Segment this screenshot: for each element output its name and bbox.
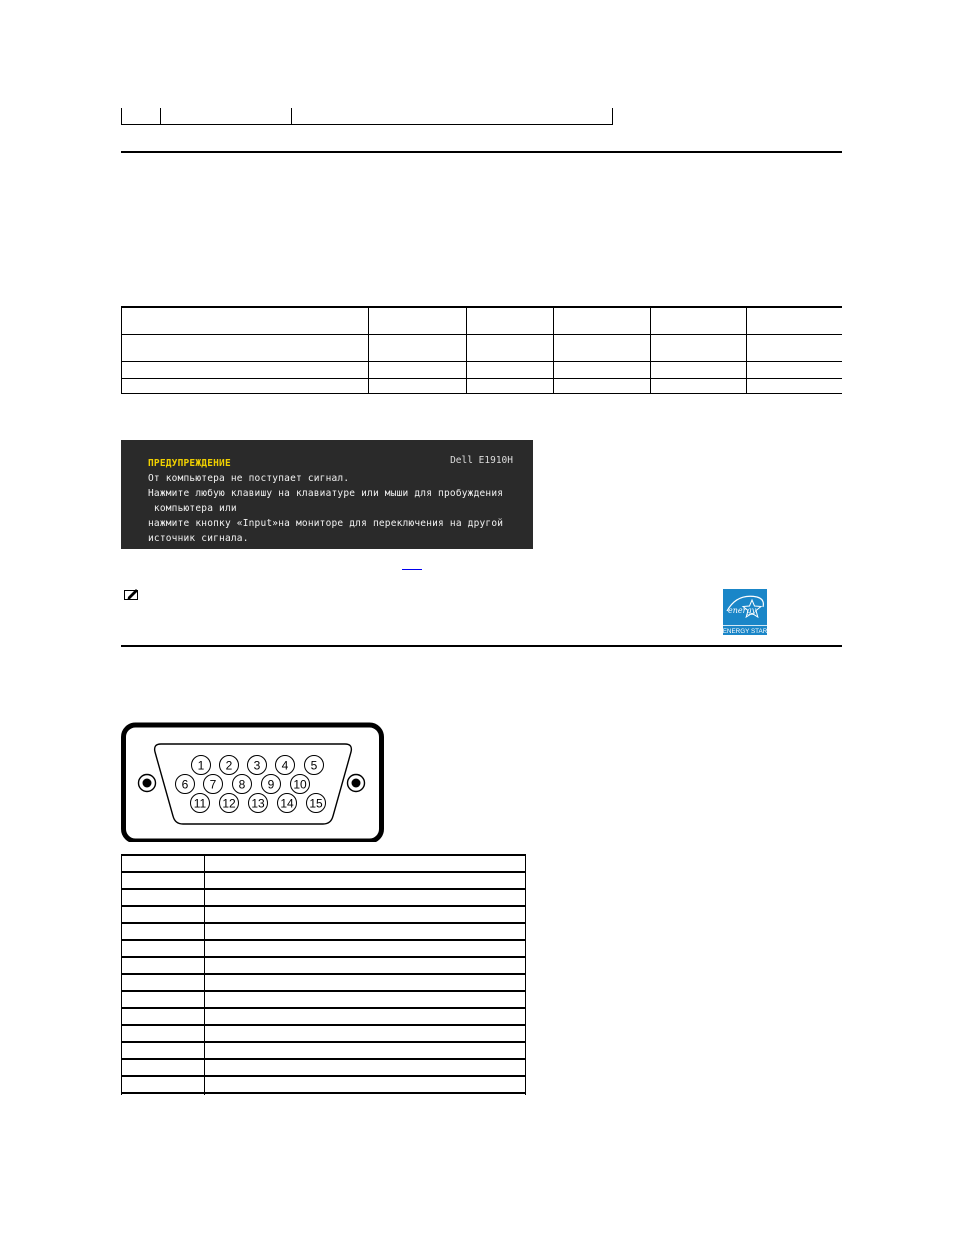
pin-label: 4 [281, 758, 289, 773]
nav-cell [161, 108, 292, 125]
table-row [122, 872, 526, 889]
pin-label: 10 [293, 777, 307, 792]
table-row [122, 906, 526, 923]
pin-label: 11 [193, 796, 207, 811]
table-row [122, 974, 526, 991]
table-row [122, 940, 526, 957]
pin-label: 1 [197, 758, 205, 773]
osd-line: От компьютера не поступает сигнал. [148, 473, 350, 484]
energy-star-label: ENERGY STAR [723, 628, 767, 635]
pin-label: 13 [251, 796, 265, 811]
table-row [122, 855, 526, 872]
table-header-cell [747, 307, 842, 334]
footnote-link[interactable] [402, 569, 422, 570]
table-row [122, 378, 843, 393]
vga-connector-diagram [121, 722, 385, 847]
table-row [122, 923, 526, 940]
power-modes-table [121, 306, 842, 394]
section-divider [121, 645, 842, 647]
pin-assignment-table [121, 854, 526, 1095]
osd-line: Нажмите любую клавишу на клавиатуре или мыши для пробуждения [148, 488, 504, 499]
pin-label: 7 [209, 777, 217, 792]
nav-cell [292, 108, 613, 125]
pin-label: 14 [280, 796, 294, 811]
table-header-cell [467, 307, 554, 334]
table-row [122, 1008, 526, 1025]
table-header-cell [553, 307, 651, 334]
table-header-cell [122, 307, 369, 334]
osd-warning-image [121, 440, 533, 549]
table-row [122, 1076, 526, 1093]
table-row [122, 957, 526, 974]
table-row [122, 991, 526, 1008]
osd-model: Dell E1910H [450, 455, 513, 466]
table-row [122, 1059, 526, 1076]
pin-label: 5 [310, 758, 318, 773]
energy-star-logo [723, 589, 767, 635]
osd-line: нажмите кнопку «Input»на мониторе для переключения на другой [148, 518, 504, 529]
table-row [122, 889, 526, 906]
table-row [122, 1025, 526, 1042]
table-row [122, 334, 843, 361]
pin-label: 3 [253, 758, 261, 773]
table-row [122, 1093, 526, 1095]
nav-cell [122, 108, 161, 125]
pin-label: 12 [222, 796, 236, 811]
pin-label: 9 [267, 777, 275, 792]
pin-label: 8 [238, 777, 246, 792]
energy-star-script: energy [728, 606, 757, 615]
osd-title: ПРЕДУПРЕЖДЕНИЕ [148, 458, 231, 469]
pin-label: 6 [181, 777, 189, 792]
table-header-cell [369, 307, 467, 334]
osd-line: компьютера или [148, 503, 237, 514]
top-nav-table [121, 108, 613, 125]
table-header-cell [651, 307, 747, 334]
table-row [122, 361, 843, 378]
osd-line: источник сигнала. [148, 533, 249, 544]
pin-label: 15 [309, 796, 323, 811]
section-divider [121, 151, 842, 153]
pin-label: 2 [225, 758, 233, 773]
table-row [122, 1042, 526, 1059]
note-icon [124, 588, 140, 606]
